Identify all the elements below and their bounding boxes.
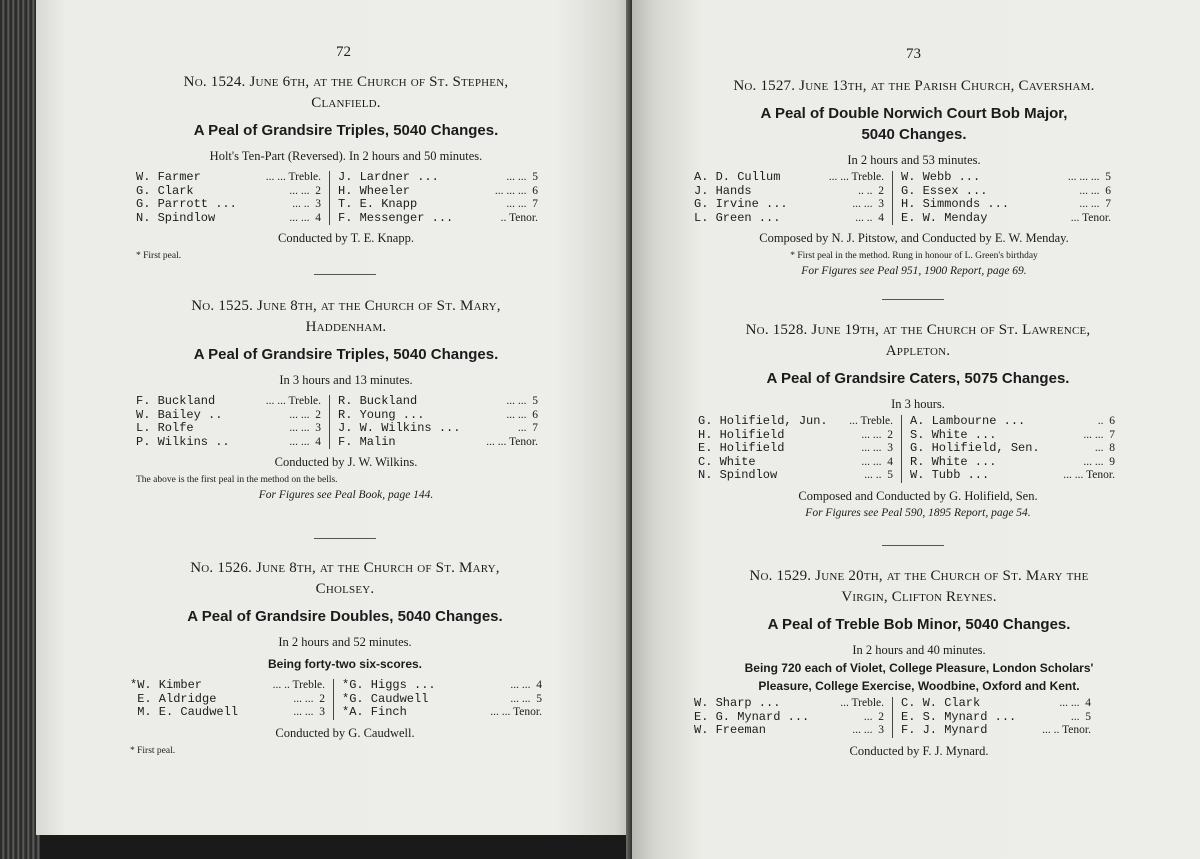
divider (314, 274, 376, 275)
divider (882, 545, 944, 546)
conductor-line: Composed and Conducted by G. Holifield, Sen. (798, 488, 1038, 503)
ringer-row: H. Holifield ... ... 2 (698, 427, 893, 442)
peal-entry-1526 (130, 558, 560, 758)
ringer-row: W. Sharp ... ... Treble. (694, 696, 884, 710)
peal-duration: In 2 hours and 40 minutes. (852, 643, 986, 657)
peal-header: No. 1524. June 6th, at the Church of St. Stephen, Clanfield. (183, 74, 509, 111)
ringer-row: *G. Higgs ... ... ... 4 (342, 678, 542, 692)
ringer-row: E. Holifield ... ... 3 (698, 441, 893, 455)
divider (882, 299, 944, 300)
ringer-row: W. Webb ... ... ... ... 5 (901, 170, 1111, 184)
ringers-table (136, 395, 556, 449)
ringer-row: E. G. Mynard ... ... 2 (694, 709, 884, 724)
ringer-row: *W. Kimber ... .. Treble. (130, 678, 325, 692)
ringers-left-column (136, 171, 330, 225)
ringer-row: G. Parrott ... ... .. 3 (136, 197, 321, 211)
figures-reference: For Figures see Peal 590, 1895 Report, page 54. (805, 506, 1031, 519)
page-number: 72 (336, 44, 351, 60)
ringers-right-column (893, 171, 1111, 225)
figures-reference: For Figures see Peal Book, page 144. (258, 489, 434, 501)
conductor-line: Conducted by F. J. Mynard. (849, 743, 989, 758)
ringers-right-column (334, 679, 542, 720)
page-number: 73 (906, 46, 921, 62)
ringer-row: A. D. Cullum ... ... Treble. (694, 170, 884, 184)
ringer-row: G. Essex ... ... ... 6 (901, 183, 1111, 198)
ringer-row: R. Young ... ... ... 6 (338, 407, 538, 422)
ringer-row: R. White ... ... ... 9 (910, 454, 1115, 469)
conductor-line: Composed by N. J. Pitstow, and Conducted by E. W. Menday. (759, 231, 1069, 245)
ringer-row: W. Farmer ... ... Treble. (136, 170, 321, 184)
ringers-right-column (330, 171, 538, 225)
ringers-table (136, 171, 556, 225)
peal-duration: In 3 hours and 13 minutes. (279, 373, 413, 387)
divider (314, 538, 376, 539)
ringers-table (698, 415, 1138, 483)
ringers-right-column (893, 697, 1091, 738)
peal-entry-1524 (136, 72, 556, 263)
ringers-left-column (694, 171, 893, 225)
ringer-row: F. J. Mynard ... .. Tenor. (901, 723, 1091, 737)
ringer-row: E. W. Menday ... Tenor. (901, 210, 1111, 225)
ringer-row: A. Lambourne ... .. 6 (910, 414, 1115, 428)
figures-reference: For Figures see Peal 951, 1900 Report, page 69. (801, 265, 1027, 277)
ringer-row: N. Spindlow ... .. 5 (698, 468, 893, 482)
peal-header: No. 1529. June 20th, at the Church of St. Mary the Virgin, Clifton Reynes. (749, 568, 1089, 605)
ringer-row: L. Green ... ... .. 4 (694, 210, 884, 225)
peal-header: No. 1525. June 8th, at the Church of St. Mary, Haddenham. (191, 298, 501, 335)
peal-title: A Peal of Double Norwich Court Bob Major, 5040 Changes. (760, 105, 1068, 143)
ringer-row: J. W. Wilkins ... ... 7 (338, 421, 538, 435)
ringers-left-column (698, 415, 902, 483)
ringer-row: P. Wilkins .. ... ... 4 (136, 434, 321, 449)
peal-duration: Holt's Ten-Part (Reversed). In 2 hours and 50 minutes. (209, 149, 483, 163)
ringer-row: L. Rolfe ... ... 3 (136, 421, 321, 435)
ringer-row: T. E. Knapp ... ... 7 (338, 197, 538, 211)
ringers-table (130, 679, 560, 720)
ringer-row: N. Spindlow ... ... 4 (136, 210, 321, 225)
method-note: Being forty-two six-scores. (267, 657, 423, 671)
peal-duration: In 2 hours and 52 minutes. (278, 635, 412, 649)
ringers-left-column (136, 395, 330, 449)
ringer-row: G. Holifield, Sen. ... 8 (910, 441, 1115, 455)
footnote: * First peal. (136, 251, 182, 261)
peal-entry-1529 (694, 566, 1144, 760)
ringer-row: C. White ... ... 4 (698, 454, 893, 469)
ringer-row: C. W. Clark ... ... 4 (901, 696, 1091, 710)
method-note: Being 720 each of Violet, College Pleasure, London Scholars' Pleasure, College Exercise, Woodbine, Oxford and Kent. (744, 661, 1094, 693)
ringer-row: W. Freeman ... ... 3 (694, 723, 884, 737)
ringer-row: G. Holifield, Jun. ... Treble. (698, 414, 893, 428)
ringer-row: W. Tubb ... ... ... Tenor. (910, 468, 1115, 482)
right-page (632, 0, 1200, 859)
peal-title: A Peal of Grandsire Caters, 5075 Changes. (766, 370, 1070, 387)
peal-title: A Peal of Grandsire Doubles, 5040 Changes. (187, 608, 503, 625)
peal-entry-1525 (136, 296, 556, 503)
peal-title: A Peal of Grandsire Triples, 5040 Changes. (193, 122, 499, 139)
peal-header: No. 1527. June 13th, at the Parish Church, Caversham. (733, 78, 1095, 94)
ringer-row: J. Hands .. .. 2 (694, 183, 884, 198)
peal-entry-1528 (698, 320, 1138, 521)
peal-duration: In 3 hours. (891, 397, 945, 411)
footnote: The above is the first peal in the method on the bells. (136, 475, 338, 485)
peal-duration: In 2 hours and 53 minutes. (847, 153, 981, 167)
peal-header: No. 1526. June 8th, at the Church of St. Mary, Cholsey. (190, 560, 500, 597)
conductor-line: Conducted by J. W. Wilkins. (274, 455, 418, 469)
left-page (36, 0, 632, 835)
ringer-row: F. Malin ... ... Tenor. (338, 434, 538, 449)
conductor-line: Conducted by G. Caudwell. (275, 725, 415, 740)
ringer-row: M. E. Caudwell ... ... 3 (130, 705, 325, 719)
ringer-row: *G. Caudwell ... ... 5 (342, 691, 542, 706)
peal-entry-1527 (694, 76, 1134, 279)
ringers-table (694, 171, 1134, 225)
ringer-row: *A. Finch ... ... Tenor. (342, 705, 542, 719)
ringer-row: J. Lardner ... ... ... 5 (338, 170, 538, 184)
footnote: * First peal. (130, 745, 176, 756)
ringer-row: G. Irvine ... ... ... 3 (694, 197, 884, 211)
ringers-right-column (330, 395, 538, 449)
ringer-row: W. Bailey .. ... ... 2 (136, 407, 321, 422)
ringers-left-column (694, 697, 893, 738)
ringers-table (694, 697, 1144, 738)
ringers-left-column (130, 679, 334, 720)
ringer-row: E. Aldridge ... ... 2 (130, 691, 325, 706)
footnote: * First peal in the method. Rung in honour of L. Green's birthday (790, 251, 1038, 261)
peal-header: No. 1528. June 19th, at the Church of St. Lawrence, Appleton. (745, 322, 1091, 359)
ringer-row: R. Buckland ... ... 5 (338, 394, 538, 408)
ringer-row: G. Clark ... ... 2 (136, 183, 321, 198)
conductor-line: Conducted by T. E. Knapp. (278, 231, 414, 245)
ringers-right-column (902, 415, 1115, 483)
ringer-row: F. Messenger ... .. Tenor. (338, 210, 538, 225)
ringer-row: H. Simmonds ... ... ... 7 (901, 197, 1111, 211)
ringer-row: E. S. Mynard ... ... 5 (901, 709, 1091, 724)
peal-title: A Peal of Grandsire Triples, 5040 Changes. (193, 346, 499, 363)
page-edges (0, 0, 40, 859)
ringer-row: F. Buckland ... ... Treble. (136, 394, 321, 408)
ringer-row: S. White ... ... ... 7 (910, 427, 1115, 442)
ringer-row: H. Wheeler ... ... ... 6 (338, 183, 538, 198)
peal-title: A Peal of Treble Bob Minor, 5040 Changes. (767, 616, 1071, 633)
